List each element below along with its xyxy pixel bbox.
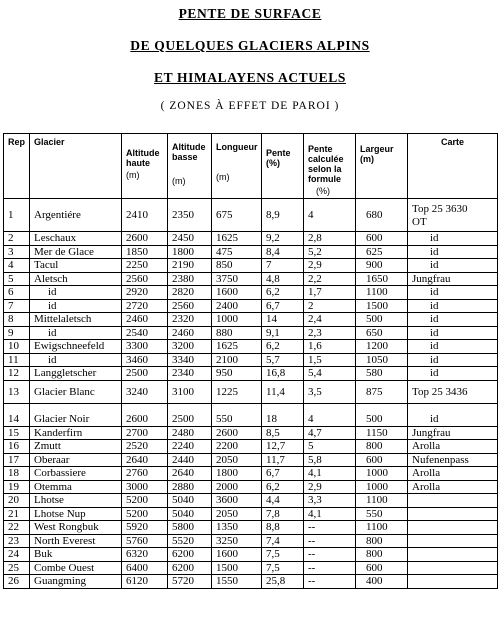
cell-calc: 2 bbox=[304, 299, 356, 313]
title-line-3: ET HIMALAYENS ACTUELS bbox=[154, 70, 346, 85]
cell-larg: 500 bbox=[356, 403, 408, 426]
cell-larg: 1050 bbox=[356, 353, 408, 367]
table-row bbox=[4, 507, 498, 521]
cell-ah: 2520 bbox=[122, 440, 168, 454]
cell-lon: 475 bbox=[212, 245, 262, 259]
cell-calc: -- bbox=[304, 548, 356, 562]
cell-rep: 17 bbox=[4, 453, 30, 467]
cell-ah: 2500 bbox=[122, 367, 168, 381]
cell-calc: 4,7 bbox=[304, 426, 356, 440]
cell-calc: -- bbox=[304, 534, 356, 548]
cell-rep: 20 bbox=[4, 494, 30, 508]
cell-calc: 2,3 bbox=[304, 326, 356, 340]
cell-calc: 2,9 bbox=[304, 259, 356, 273]
cell-calc: 4 bbox=[304, 199, 356, 232]
header-row bbox=[4, 134, 498, 199]
cell-carte: id bbox=[408, 367, 498, 381]
cell-glacier: Leschaux bbox=[30, 232, 122, 246]
table-row bbox=[4, 453, 498, 467]
cell-ab: 6200 bbox=[168, 561, 212, 575]
cell-carte: Arolla bbox=[408, 440, 498, 454]
cell-ah: 2600 bbox=[122, 403, 168, 426]
cell-ab: 2450 bbox=[168, 232, 212, 246]
table-row bbox=[4, 467, 498, 481]
cell-larg: 1200 bbox=[356, 340, 408, 354]
cell-calc: 5,2 bbox=[304, 245, 356, 259]
cell-lon: 2050 bbox=[212, 453, 262, 467]
table-row bbox=[4, 534, 498, 548]
cell-larg: 1100 bbox=[356, 494, 408, 508]
cell-rep: 25 bbox=[4, 561, 30, 575]
cell-glacier: Oberaar bbox=[30, 453, 122, 467]
cell-ab: 5520 bbox=[168, 534, 212, 548]
cell-rep: 4 bbox=[4, 259, 30, 273]
cell-ab: 3340 bbox=[168, 353, 212, 367]
cell-rep: 8 bbox=[4, 313, 30, 327]
cell-ab: 5720 bbox=[168, 575, 212, 589]
cell-pente: 7,5 bbox=[262, 561, 304, 575]
table-row bbox=[4, 353, 498, 367]
cell-calc: 4 bbox=[304, 403, 356, 426]
cell-ab: 2440 bbox=[168, 453, 212, 467]
cell-ab: 2320 bbox=[168, 313, 212, 327]
cell-pente: 11,4 bbox=[262, 380, 304, 403]
table-row bbox=[4, 480, 498, 494]
cell-ab: 5040 bbox=[168, 507, 212, 521]
cell-ab: 2460 bbox=[168, 326, 212, 340]
table-row bbox=[4, 403, 498, 426]
cell-pente: 7,5 bbox=[262, 548, 304, 562]
cell-carte: Jungfrau bbox=[408, 426, 498, 440]
cell-rep: 5 bbox=[4, 272, 30, 286]
table-row bbox=[4, 367, 498, 381]
cell-calc: 2,9 bbox=[304, 480, 356, 494]
cell-pente: 9,2 bbox=[262, 232, 304, 246]
cell-lon: 2600 bbox=[212, 426, 262, 440]
cell-carte: id bbox=[408, 299, 498, 313]
cell-larg: 1650 bbox=[356, 272, 408, 286]
table-row bbox=[4, 340, 498, 354]
cell-rep: 18 bbox=[4, 467, 30, 481]
cell-pente: 9,1 bbox=[262, 326, 304, 340]
cell-carte bbox=[408, 548, 498, 562]
cell-ab: 3200 bbox=[168, 340, 212, 354]
cell-lon: 1625 bbox=[212, 340, 262, 354]
cell-lon: 3600 bbox=[212, 494, 262, 508]
cell-pente: 6,2 bbox=[262, 340, 304, 354]
cell-lon: 1550 bbox=[212, 575, 262, 589]
cell-glacier: id bbox=[30, 353, 122, 367]
table-row bbox=[4, 575, 498, 589]
header-rep: Rep bbox=[4, 134, 30, 199]
cell-glacier: Combe Ouest bbox=[30, 561, 122, 575]
cell-larg: 1000 bbox=[356, 480, 408, 494]
cell-carte: Jungfrau bbox=[408, 272, 498, 286]
table-row bbox=[4, 199, 498, 232]
cell-rep: 3 bbox=[4, 245, 30, 259]
cell-lon: 2000 bbox=[212, 480, 262, 494]
cell-calc: 2,2 bbox=[304, 272, 356, 286]
cell-ab: 2880 bbox=[168, 480, 212, 494]
table-row bbox=[4, 548, 498, 562]
cell-carte: Top 25 3630 OT bbox=[408, 199, 498, 232]
cell-calc: 4,1 bbox=[304, 467, 356, 481]
cell-lon: 1800 bbox=[212, 467, 262, 481]
cell-rep: 15 bbox=[4, 426, 30, 440]
cell-lon: 1500 bbox=[212, 561, 262, 575]
cell-carte: id bbox=[408, 259, 498, 273]
cell-rep: 11 bbox=[4, 353, 30, 367]
cell-larg: 1500 bbox=[356, 299, 408, 313]
subtitle: ( ZONES À EFFET DE PAROI ) bbox=[160, 100, 340, 112]
cell-larg: 600 bbox=[356, 561, 408, 575]
cell-rep: 26 bbox=[4, 575, 30, 589]
cell-rep: 9 bbox=[4, 326, 30, 340]
cell-rep: 13 bbox=[4, 380, 30, 403]
header-pente: Pente (%) bbox=[262, 134, 304, 199]
cell-rep: 16 bbox=[4, 440, 30, 454]
cell-rep: 1 bbox=[4, 199, 30, 232]
cell-glacier: West Rongbuk bbox=[30, 521, 122, 535]
table-row bbox=[4, 232, 498, 246]
cell-rep: 22 bbox=[4, 521, 30, 535]
cell-carte: Arolla bbox=[408, 467, 498, 481]
cell-rep: 23 bbox=[4, 534, 30, 548]
header-carte: Carte bbox=[408, 134, 498, 199]
cell-larg: 600 bbox=[356, 232, 408, 246]
cell-ah: 6400 bbox=[122, 561, 168, 575]
cell-ah: 2640 bbox=[122, 453, 168, 467]
cell-ab: 2500 bbox=[168, 403, 212, 426]
cell-ab: 2190 bbox=[168, 259, 212, 273]
cell-glacier: Ewigschneefeld bbox=[30, 340, 122, 354]
cell-ah: 3240 bbox=[122, 380, 168, 403]
cell-ab: 2380 bbox=[168, 272, 212, 286]
cell-calc: 3,3 bbox=[304, 494, 356, 508]
cell-carte: Top 25 3436 bbox=[408, 380, 498, 403]
cell-calc: 2,4 bbox=[304, 313, 356, 327]
cell-rep: 10 bbox=[4, 340, 30, 354]
cell-lon: 950 bbox=[212, 367, 262, 381]
cell-carte bbox=[408, 521, 498, 535]
table-row bbox=[4, 494, 498, 508]
cell-calc: 2,8 bbox=[304, 232, 356, 246]
cell-larg: 875 bbox=[356, 380, 408, 403]
cell-carte: Nufenenpass bbox=[408, 453, 498, 467]
cell-glacier: North Everest bbox=[30, 534, 122, 548]
cell-glacier: Guangming bbox=[30, 575, 122, 589]
cell-lon: 1350 bbox=[212, 521, 262, 535]
cell-ah: 5200 bbox=[122, 494, 168, 508]
cell-lon: 2050 bbox=[212, 507, 262, 521]
cell-ah: 3460 bbox=[122, 353, 168, 367]
cell-lon: 1225 bbox=[212, 380, 262, 403]
cell-lon: 2400 bbox=[212, 299, 262, 313]
cell-glacier: Mittelaletsch bbox=[30, 313, 122, 327]
cell-lon: 1625 bbox=[212, 232, 262, 246]
cell-glacier: Argentiére bbox=[30, 199, 122, 232]
cell-glacier: Zmutt bbox=[30, 440, 122, 454]
cell-lon: 675 bbox=[212, 199, 262, 232]
cell-glacier: id bbox=[30, 326, 122, 340]
cell-ab: 5040 bbox=[168, 494, 212, 508]
cell-glacier: Buk bbox=[30, 548, 122, 562]
cell-carte: id bbox=[408, 353, 498, 367]
cell-larg: 1000 bbox=[356, 467, 408, 481]
cell-larg: 1100 bbox=[356, 286, 408, 300]
cell-glacier: id bbox=[30, 299, 122, 313]
cell-ah: 2920 bbox=[122, 286, 168, 300]
cell-pente: 6,2 bbox=[262, 480, 304, 494]
cell-lon: 2100 bbox=[212, 353, 262, 367]
cell-rep: 6 bbox=[4, 286, 30, 300]
cell-larg: 500 bbox=[356, 313, 408, 327]
cell-ab: 2350 bbox=[168, 199, 212, 232]
cell-ah: 2560 bbox=[122, 272, 168, 286]
cell-pente: 25,8 bbox=[262, 575, 304, 589]
table-row bbox=[4, 326, 498, 340]
header-glacier: Glacier bbox=[30, 134, 122, 199]
cell-carte: id bbox=[408, 245, 498, 259]
cell-carte bbox=[408, 575, 498, 589]
cell-pente: 14 bbox=[262, 313, 304, 327]
cell-pente: 7,8 bbox=[262, 507, 304, 521]
cell-ah: 2410 bbox=[122, 199, 168, 232]
cell-lon: 2200 bbox=[212, 440, 262, 454]
cell-carte bbox=[408, 494, 498, 508]
table-row bbox=[4, 426, 498, 440]
cell-ab: 5800 bbox=[168, 521, 212, 535]
cell-ah: 2720 bbox=[122, 299, 168, 313]
table-row bbox=[4, 272, 498, 286]
cell-ab: 2820 bbox=[168, 286, 212, 300]
cell-larg: 1100 bbox=[356, 521, 408, 535]
cell-pente: 18 bbox=[262, 403, 304, 426]
cell-carte: id bbox=[408, 340, 498, 354]
cell-rep: 14 bbox=[4, 403, 30, 426]
cell-rep: 19 bbox=[4, 480, 30, 494]
cell-larg: 550 bbox=[356, 507, 408, 521]
cell-glacier: Tacul bbox=[30, 259, 122, 273]
table-row bbox=[4, 521, 498, 535]
cell-ab: 2480 bbox=[168, 426, 212, 440]
cell-ah: 2250 bbox=[122, 259, 168, 273]
cell-ah: 5920 bbox=[122, 521, 168, 535]
cell-glacier: Lhotse Nup bbox=[30, 507, 122, 521]
cell-calc: 3,5 bbox=[304, 380, 356, 403]
cell-pente: 8,8 bbox=[262, 521, 304, 535]
table-row bbox=[4, 286, 498, 300]
cell-carte: id bbox=[408, 313, 498, 327]
cell-pente: 8,5 bbox=[262, 426, 304, 440]
cell-calc: 5 bbox=[304, 440, 356, 454]
cell-carte: id bbox=[408, 232, 498, 246]
cell-calc: 1,7 bbox=[304, 286, 356, 300]
cell-carte: id bbox=[408, 403, 498, 426]
cell-calc: 1,5 bbox=[304, 353, 356, 367]
cell-larg: 680 bbox=[356, 199, 408, 232]
cell-glacier: Otemma bbox=[30, 480, 122, 494]
cell-ah: 3000 bbox=[122, 480, 168, 494]
cell-larg: 400 bbox=[356, 575, 408, 589]
cell-rep: 7 bbox=[4, 299, 30, 313]
title-line-1: PENTE DE SURFACE bbox=[178, 6, 322, 21]
cell-ah: 3300 bbox=[122, 340, 168, 354]
cell-ab: 2240 bbox=[168, 440, 212, 454]
cell-lon: 1600 bbox=[212, 548, 262, 562]
cell-glacier: Corbassiere bbox=[30, 467, 122, 481]
cell-pente: 4,4 bbox=[262, 494, 304, 508]
table-row bbox=[4, 313, 498, 327]
header-pente-calculee: Pente calculée selon la formule (%) bbox=[304, 134, 356, 199]
cell-glacier: Langgletscher bbox=[30, 367, 122, 381]
cell-larg: 800 bbox=[356, 534, 408, 548]
cell-ah: 1850 bbox=[122, 245, 168, 259]
cell-rep: 24 bbox=[4, 548, 30, 562]
cell-glacier: Mer de Glace bbox=[30, 245, 122, 259]
cell-larg: 625 bbox=[356, 245, 408, 259]
cell-pente: 5,7 bbox=[262, 353, 304, 367]
cell-lon: 880 bbox=[212, 326, 262, 340]
cell-ab: 2340 bbox=[168, 367, 212, 381]
title-line-2: DE QUELQUES GLACIERS ALPINS bbox=[130, 38, 370, 53]
cell-lon: 550 bbox=[212, 403, 262, 426]
cell-ah: 2700 bbox=[122, 426, 168, 440]
cell-larg: 580 bbox=[356, 367, 408, 381]
cell-lon: 3250 bbox=[212, 534, 262, 548]
cell-glacier: id bbox=[30, 286, 122, 300]
cell-ah: 2460 bbox=[122, 313, 168, 327]
cell-pente: 6,2 bbox=[262, 286, 304, 300]
cell-pente: 11,7 bbox=[262, 453, 304, 467]
table-row bbox=[4, 259, 498, 273]
cell-ah: 2760 bbox=[122, 467, 168, 481]
cell-larg: 650 bbox=[356, 326, 408, 340]
cell-ah: 2540 bbox=[122, 326, 168, 340]
cell-calc: 1,6 bbox=[304, 340, 356, 354]
cell-pente: 12,7 bbox=[262, 440, 304, 454]
cell-glacier: Kanderfirn bbox=[30, 426, 122, 440]
cell-carte: id bbox=[408, 326, 498, 340]
cell-carte: Arolla bbox=[408, 480, 498, 494]
cell-pente: 7,4 bbox=[262, 534, 304, 548]
cell-larg: 600 bbox=[356, 453, 408, 467]
cell-ah: 6120 bbox=[122, 575, 168, 589]
cell-ah: 2600 bbox=[122, 232, 168, 246]
cell-rep: 12 bbox=[4, 367, 30, 381]
cell-ah: 5760 bbox=[122, 534, 168, 548]
cell-lon: 1000 bbox=[212, 313, 262, 327]
cell-pente: 7 bbox=[262, 259, 304, 273]
cell-rep: 2 bbox=[4, 232, 30, 246]
cell-glacier: Glacier Blanc bbox=[30, 380, 122, 403]
cell-carte bbox=[408, 534, 498, 548]
cell-glacier: Aletsch bbox=[30, 272, 122, 286]
cell-rep: 21 bbox=[4, 507, 30, 521]
cell-ab: 6200 bbox=[168, 548, 212, 562]
cell-pente: 16,8 bbox=[262, 367, 304, 381]
cell-carte: id bbox=[408, 286, 498, 300]
cell-lon: 3750 bbox=[212, 272, 262, 286]
cell-larg: 1150 bbox=[356, 426, 408, 440]
cell-pente: 8,4 bbox=[262, 245, 304, 259]
cell-ab: 3100 bbox=[168, 380, 212, 403]
cell-pente: 6,7 bbox=[262, 299, 304, 313]
cell-glacier: Lhotse bbox=[30, 494, 122, 508]
cell-calc: -- bbox=[304, 521, 356, 535]
cell-ab: 2640 bbox=[168, 467, 212, 481]
cell-larg: 800 bbox=[356, 548, 408, 562]
cell-calc: 5,8 bbox=[304, 453, 356, 467]
header-largeur: Largeur (m) bbox=[356, 134, 408, 199]
table-row bbox=[4, 440, 498, 454]
cell-ab: 2560 bbox=[168, 299, 212, 313]
cell-pente: 6,7 bbox=[262, 467, 304, 481]
cell-calc: 5,4 bbox=[304, 367, 356, 381]
header-alt-basse: Altitude basse (m) bbox=[168, 134, 212, 199]
table-row bbox=[4, 245, 498, 259]
cell-glacier: Glacier Noir bbox=[30, 403, 122, 426]
cell-carte bbox=[408, 561, 498, 575]
cell-ah: 6320 bbox=[122, 548, 168, 562]
table-row bbox=[4, 380, 498, 403]
cell-larg: 900 bbox=[356, 259, 408, 273]
cell-calc: 4,1 bbox=[304, 507, 356, 521]
cell-calc: -- bbox=[304, 575, 356, 589]
cell-lon: 850 bbox=[212, 259, 262, 273]
header-alt-haute: Altitude haute (m) bbox=[122, 134, 168, 199]
cell-pente: 8,9 bbox=[262, 199, 304, 232]
cell-ah: 5200 bbox=[122, 507, 168, 521]
cell-lon: 1600 bbox=[212, 286, 262, 300]
cell-ab: 1800 bbox=[168, 245, 212, 259]
cell-larg: 800 bbox=[356, 440, 408, 454]
table-row bbox=[4, 299, 498, 313]
cell-pente: 4,8 bbox=[262, 272, 304, 286]
glacier-table bbox=[3, 133, 498, 589]
table-row bbox=[4, 561, 498, 575]
cell-carte bbox=[408, 507, 498, 521]
cell-calc: -- bbox=[304, 561, 356, 575]
header-longueur: Longueur (m) bbox=[212, 134, 262, 199]
